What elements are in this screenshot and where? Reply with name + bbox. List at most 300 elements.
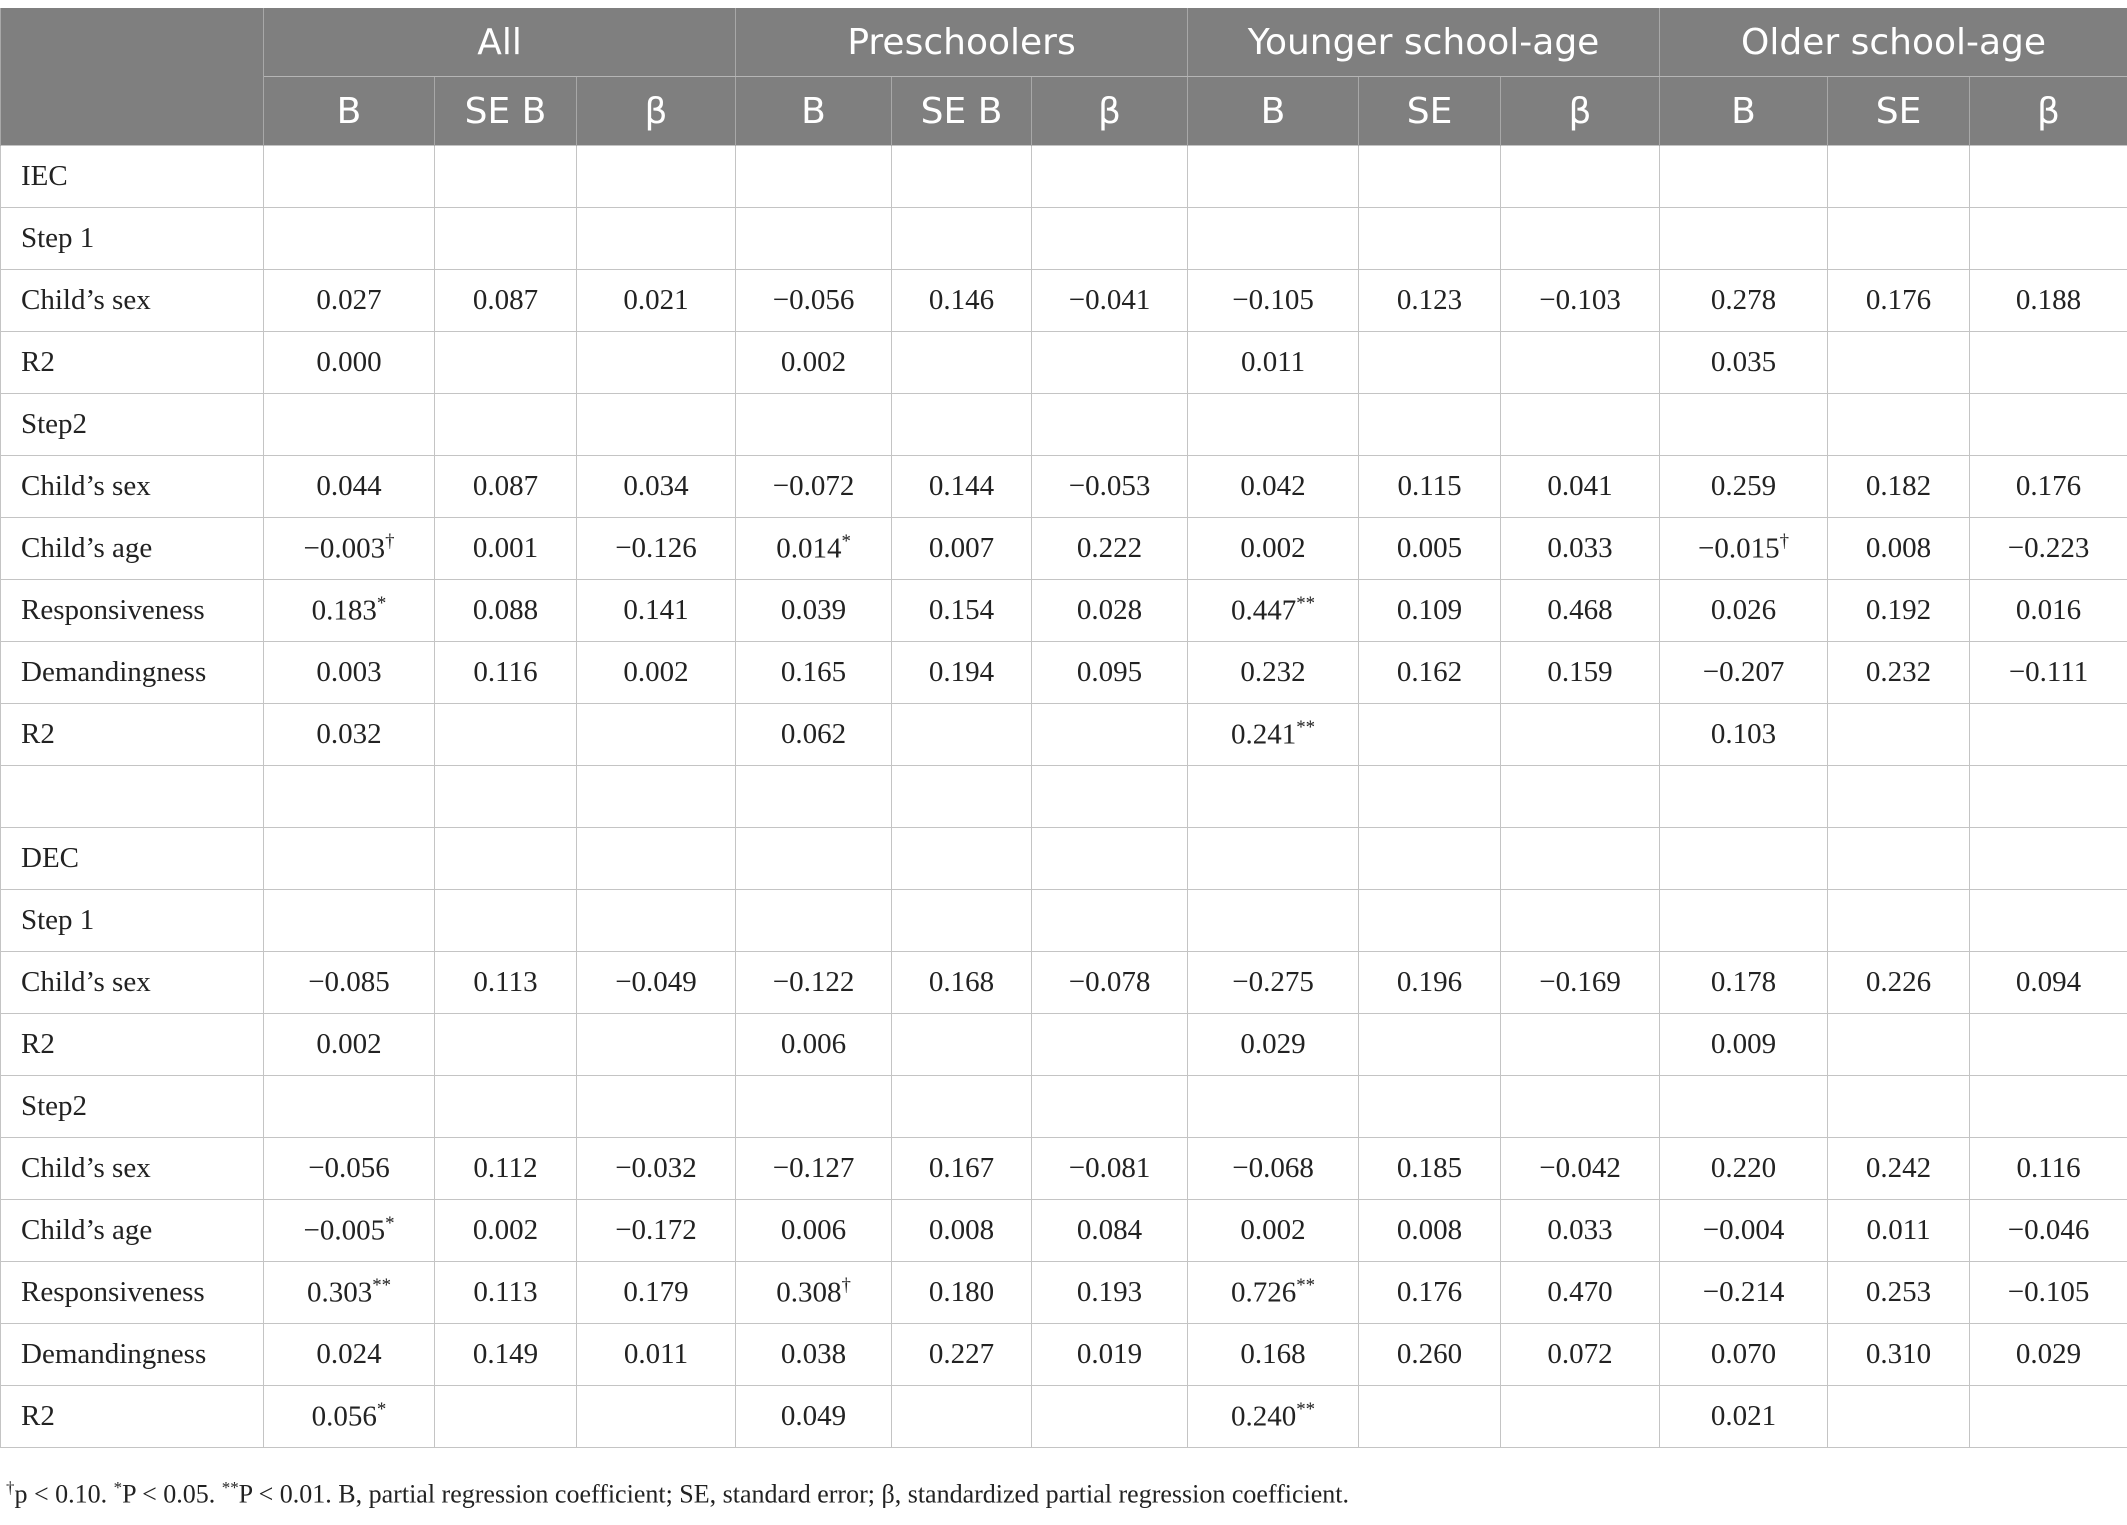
- table-cell: [1828, 1014, 1970, 1076]
- table-cell: −0.111: [1970, 642, 2127, 704]
- table-cell: 0.447**: [1188, 580, 1359, 642]
- regression-table-container: [0, 8, 2127, 1448]
- row-label: R2: [1, 704, 264, 766]
- table-cell: 0.179: [577, 1262, 736, 1324]
- table-row: [1, 208, 2127, 270]
- table-cell: 0.310: [1828, 1324, 1970, 1386]
- table-cell: [1501, 828, 1660, 890]
- table-cell: 0.232: [1828, 642, 1970, 704]
- table-cell: 0.182: [1828, 456, 1970, 518]
- table-cell: 0.032: [264, 704, 435, 766]
- table-cell: 0.123: [1359, 270, 1501, 332]
- table-cell: [577, 146, 736, 208]
- table-cell: [264, 208, 435, 270]
- table-row: [1, 394, 2127, 456]
- table-cell: 0.026: [1660, 580, 1828, 642]
- table-cell: 0.024: [264, 1324, 435, 1386]
- table-row: [1, 518, 2127, 580]
- table-cell: [1359, 146, 1501, 208]
- table-cell: 0.007: [892, 518, 1032, 580]
- group-header-younger-school-age: Younger school-age: [1188, 8, 1660, 77]
- table-cell: [435, 890, 577, 952]
- table-cell: 0.033: [1501, 518, 1660, 580]
- row-label: Demandingness: [1, 642, 264, 704]
- table-row: [1, 642, 2127, 704]
- table-cell: [1032, 890, 1188, 952]
- table-cell: [577, 704, 736, 766]
- table-cell: 0.003: [264, 642, 435, 704]
- table-cell: [264, 828, 435, 890]
- table-cell: [264, 890, 435, 952]
- table-cell: 0.021: [1660, 1386, 1828, 1448]
- table-cell: [892, 890, 1032, 952]
- table-cell: [736, 890, 892, 952]
- table-cell: 0.087: [435, 270, 577, 332]
- table-cell: 0.180: [892, 1262, 1032, 1324]
- table-cell: 0.112: [435, 1138, 577, 1200]
- table-cell: 0.178: [1660, 952, 1828, 1014]
- table-cell: [1359, 208, 1501, 270]
- row-label: Child’s age: [1, 518, 264, 580]
- table-cell: 0.062: [736, 704, 892, 766]
- table-cell: [264, 1076, 435, 1138]
- table-cell: [1359, 1014, 1501, 1076]
- table-cell: 0.009: [1660, 1014, 1828, 1076]
- table-cell: 0.056*: [264, 1386, 435, 1448]
- table-cell: [1660, 394, 1828, 456]
- table-cell: −0.126: [577, 518, 736, 580]
- table-cell: [1970, 890, 2127, 952]
- table-cell: 0.303**: [264, 1262, 435, 1324]
- table-cell: 0.144: [892, 456, 1032, 518]
- table-cell: [1501, 146, 1660, 208]
- table-row: [1, 456, 2127, 518]
- table-cell: 0.116: [435, 642, 577, 704]
- table-cell: [1501, 1386, 1660, 1448]
- table-cell: [264, 146, 435, 208]
- table-cell: [1359, 394, 1501, 456]
- table-cell: 0.185: [1359, 1138, 1501, 1200]
- table-cell: [1501, 890, 1660, 952]
- table-cell: [1660, 890, 1828, 952]
- table-cell: 0.027: [264, 270, 435, 332]
- table-cell: [1501, 704, 1660, 766]
- table-cell: 0.220: [1660, 1138, 1828, 1200]
- table-cell: 0.070: [1660, 1324, 1828, 1386]
- table-cell: [435, 704, 577, 766]
- table-cell: [1359, 1386, 1501, 1448]
- table-cell: [1359, 1076, 1501, 1138]
- table-body: [1, 146, 2127, 1448]
- table-row: [1, 146, 2127, 208]
- table-cell: [435, 332, 577, 394]
- table-cell: [1359, 890, 1501, 952]
- table-cell: −0.103: [1501, 270, 1660, 332]
- table-cell: 0.028: [1032, 580, 1188, 642]
- row-label: Step 1: [1, 208, 264, 270]
- table-cell: [264, 394, 435, 456]
- table-cell: 0.165: [736, 642, 892, 704]
- table-cell: 0.242: [1828, 1138, 1970, 1200]
- table-cell: [577, 1014, 736, 1076]
- row-label: Child’s age: [1, 1200, 264, 1262]
- corner-subheader: [1, 77, 264, 146]
- table-cell: 0.232: [1188, 642, 1359, 704]
- table-cell: 0.168: [1188, 1324, 1359, 1386]
- table-cell: −0.275: [1188, 952, 1359, 1014]
- table-cell: 0.116: [1970, 1138, 2127, 1200]
- col-header: β: [1970, 77, 2127, 146]
- col-header: B: [264, 77, 435, 146]
- row-label: Child’s sex: [1, 270, 264, 332]
- table-cell: −0.041: [1032, 270, 1188, 332]
- regression-table: [0, 8, 2127, 1448]
- table-cell: 0.087: [435, 456, 577, 518]
- table-cell: 0.192: [1828, 580, 1970, 642]
- table-cell: 0.008: [892, 1200, 1032, 1262]
- row-label: Step 1: [1, 890, 264, 952]
- table-row: [1, 952, 2127, 1014]
- table-cell: [1501, 332, 1660, 394]
- table-cell: 0.241**: [1188, 704, 1359, 766]
- table-cell: [892, 1076, 1032, 1138]
- table-cell: 0.084: [1032, 1200, 1188, 1262]
- table-cell: [577, 766, 736, 828]
- row-label: Child’s sex: [1, 952, 264, 1014]
- table-cell: 0.029: [1188, 1014, 1359, 1076]
- table-cell: −0.015†: [1660, 518, 1828, 580]
- table-cell: [1359, 766, 1501, 828]
- row-label: Child’s sex: [1, 1138, 264, 1200]
- table-cell: 0.113: [435, 1262, 577, 1324]
- table-row: [1, 270, 2127, 332]
- table-cell: [577, 394, 736, 456]
- table-cell: [736, 208, 892, 270]
- table-cell: 0.240**: [1188, 1386, 1359, 1448]
- table-cell: [435, 1076, 577, 1138]
- table-cell: 0.470: [1501, 1262, 1660, 1324]
- table-cell: 0.115: [1359, 456, 1501, 518]
- table-row: [1, 1262, 2127, 1324]
- table-cell: [892, 1386, 1032, 1448]
- row-label: R2: [1, 332, 264, 394]
- col-header: β: [1032, 77, 1188, 146]
- table-cell: [736, 828, 892, 890]
- table-cell: [1501, 208, 1660, 270]
- table-cell: 0.034: [577, 456, 736, 518]
- table-cell: 0.095: [1032, 642, 1188, 704]
- table-cell: [1188, 1076, 1359, 1138]
- table-cell: 0.154: [892, 580, 1032, 642]
- table-cell: 0.016: [1970, 580, 2127, 642]
- table-cell: −0.005*: [264, 1200, 435, 1262]
- table-cell: 0.008: [1828, 518, 1970, 580]
- table-cell: 0.176: [1828, 270, 1970, 332]
- table-cell: 0.014*: [736, 518, 892, 580]
- col-header: β: [577, 77, 736, 146]
- table-cell: 0.194: [892, 642, 1032, 704]
- table-cell: [892, 146, 1032, 208]
- table-cell: −0.003†: [264, 518, 435, 580]
- table-cell: [435, 828, 577, 890]
- table-cell: −0.081: [1032, 1138, 1188, 1200]
- table-cell: [1970, 1014, 2127, 1076]
- row-label: Demandingness: [1, 1324, 264, 1386]
- table-cell: [1359, 332, 1501, 394]
- table-cell: [1828, 332, 1970, 394]
- table-cell: [736, 1076, 892, 1138]
- table-row: [1, 1200, 2127, 1262]
- table-cell: 0.278: [1660, 270, 1828, 332]
- table-cell: [1660, 1076, 1828, 1138]
- table-cell: [1828, 828, 1970, 890]
- table-cell: 0.002: [736, 332, 892, 394]
- table-cell: [736, 394, 892, 456]
- table-cell: [1828, 766, 1970, 828]
- table-cell: 0.149: [435, 1324, 577, 1386]
- table-cell: −0.223: [1970, 518, 2127, 580]
- table-cell: 0.183*: [264, 580, 435, 642]
- table-cell: 0.021: [577, 270, 736, 332]
- table-cell: −0.032: [577, 1138, 736, 1200]
- table-row: [1, 1138, 2127, 1200]
- table-cell: 0.005: [1359, 518, 1501, 580]
- table-cell: [736, 766, 892, 828]
- table-cell: 0.049: [736, 1386, 892, 1448]
- table-cell: 0.002: [435, 1200, 577, 1262]
- table-cell: [1828, 394, 1970, 456]
- table-cell: [1032, 828, 1188, 890]
- table-cell: 0.041: [1501, 456, 1660, 518]
- row-label: IEC: [1, 146, 264, 208]
- table-cell: 0.035: [1660, 332, 1828, 394]
- table-cell: [435, 146, 577, 208]
- table-cell: [435, 208, 577, 270]
- table-cell: −0.068: [1188, 1138, 1359, 1200]
- table-cell: 0.002: [577, 642, 736, 704]
- table-cell: 0.011: [577, 1324, 736, 1386]
- table-cell: 0.308†: [736, 1262, 892, 1324]
- table-footnote: †p < 0.10. *P < 0.05. **P < 0.01. B, partial regression coefficient; SE, standard error; β, standardized partial regression coefficient.: [6, 1478, 1350, 1509]
- table-cell: [1828, 1386, 1970, 1448]
- table-cell: [892, 766, 1032, 828]
- table-row: [1, 890, 2127, 952]
- table-cell: [1188, 828, 1359, 890]
- row-label: Child’s sex: [1, 456, 264, 518]
- row-label: R2: [1, 1014, 264, 1076]
- table-cell: [1501, 394, 1660, 456]
- table-cell: [1359, 704, 1501, 766]
- table-cell: [1188, 766, 1359, 828]
- row-label: Responsiveness: [1, 580, 264, 642]
- table-cell: 0.260: [1359, 1324, 1501, 1386]
- table-cell: 0.002: [1188, 518, 1359, 580]
- table-cell: [1032, 766, 1188, 828]
- table-cell: 0.039: [736, 580, 892, 642]
- table-cell: [892, 332, 1032, 394]
- table-cell: 0.159: [1501, 642, 1660, 704]
- table-cell: [892, 208, 1032, 270]
- table-cell: [577, 208, 736, 270]
- table-cell: −0.085: [264, 952, 435, 1014]
- table-cell: 0.188: [1970, 270, 2127, 332]
- table-cell: [577, 1076, 736, 1138]
- table-cell: [1032, 394, 1188, 456]
- table-cell: 0.011: [1828, 1200, 1970, 1262]
- table-cell: [1970, 146, 2127, 208]
- table-cell: [892, 828, 1032, 890]
- row-label: DEC: [1, 828, 264, 890]
- table-cell: −0.122: [736, 952, 892, 1014]
- row-label: Responsiveness: [1, 1262, 264, 1324]
- table-cell: 0.176: [1970, 456, 2127, 518]
- table-cell: [1660, 208, 1828, 270]
- table-cell: [435, 1014, 577, 1076]
- table-cell: 0.259: [1660, 456, 1828, 518]
- table-cell: −0.049: [577, 952, 736, 1014]
- group-header-row: [1, 8, 2127, 77]
- table-cell: [1660, 828, 1828, 890]
- table-cell: [1970, 1386, 2127, 1448]
- table-cell: [577, 828, 736, 890]
- table-cell: [1970, 1076, 2127, 1138]
- table-cell: 0.038: [736, 1324, 892, 1386]
- table-cell: 0.002: [264, 1014, 435, 1076]
- table-cell: [1188, 890, 1359, 952]
- table-cell: [892, 1014, 1032, 1076]
- col-header: SE B: [892, 77, 1032, 146]
- col-header: SE: [1359, 77, 1501, 146]
- table-cell: [1032, 1014, 1188, 1076]
- table-cell: [1359, 828, 1501, 890]
- table-cell: [1828, 146, 1970, 208]
- row-label: Step2: [1, 1076, 264, 1138]
- col-header: SE: [1828, 77, 1970, 146]
- group-header-older-school-age: Older school-age: [1660, 8, 2127, 77]
- table-cell: [1970, 394, 2127, 456]
- col-header: β: [1501, 77, 1660, 146]
- table-cell: 0.109: [1359, 580, 1501, 642]
- table-cell: −0.207: [1660, 642, 1828, 704]
- table-cell: −0.172: [577, 1200, 736, 1262]
- col-header: SE B: [435, 77, 577, 146]
- table-cell: −0.127: [736, 1138, 892, 1200]
- table-cell: 0.141: [577, 580, 736, 642]
- table-row: [1, 1324, 2127, 1386]
- table-cell: −0.004: [1660, 1200, 1828, 1262]
- table-cell: [1828, 704, 1970, 766]
- table-cell: [1188, 146, 1359, 208]
- table-cell: −0.042: [1501, 1138, 1660, 1200]
- table-cell: 0.006: [736, 1014, 892, 1076]
- table-cell: −0.053: [1032, 456, 1188, 518]
- row-label: Step2: [1, 394, 264, 456]
- col-header: B: [1188, 77, 1359, 146]
- table-cell: [435, 1386, 577, 1448]
- table-cell: −0.169: [1501, 952, 1660, 1014]
- table-cell: [577, 332, 736, 394]
- table-cell: 0.193: [1032, 1262, 1188, 1324]
- table-cell: −0.214: [1660, 1262, 1828, 1324]
- row-label: R2: [1, 1386, 264, 1448]
- table-cell: [1828, 890, 1970, 952]
- table-cell: 0.001: [435, 518, 577, 580]
- table-cell: 0.162: [1359, 642, 1501, 704]
- table-cell: 0.029: [1970, 1324, 2127, 1386]
- table-cell: [1032, 1386, 1188, 1448]
- table-cell: [1032, 208, 1188, 270]
- col-header: B: [1660, 77, 1828, 146]
- table-cell: −0.056: [264, 1138, 435, 1200]
- table-cell: −0.056: [736, 270, 892, 332]
- table-cell: [1660, 146, 1828, 208]
- table-cell: 0.008: [1359, 1200, 1501, 1262]
- table-cell: [1188, 208, 1359, 270]
- group-header-all: All: [264, 8, 736, 77]
- table-cell: 0.226: [1828, 952, 1970, 1014]
- table-row: [1, 580, 2127, 642]
- table-cell: [892, 704, 1032, 766]
- table-cell: 0.042: [1188, 456, 1359, 518]
- table-row: [1, 1076, 2127, 1138]
- table-cell: 0.253: [1828, 1262, 1970, 1324]
- table-cell: 0.167: [892, 1138, 1032, 1200]
- table-cell: [1032, 332, 1188, 394]
- table-row: [1, 1014, 2127, 1076]
- table-row: [1, 1386, 2127, 1448]
- table-cell: [736, 146, 892, 208]
- table-cell: −0.105: [1970, 1262, 2127, 1324]
- table-cell: [1032, 1076, 1188, 1138]
- table-cell: [1501, 766, 1660, 828]
- table-cell: −0.046: [1970, 1200, 2127, 1262]
- table-row: [1, 828, 2127, 890]
- table-cell: 0.044: [264, 456, 435, 518]
- table-cell: 0.002: [1188, 1200, 1359, 1262]
- row-label: [1, 766, 264, 828]
- table-cell: 0.196: [1359, 952, 1501, 1014]
- table-cell: [1828, 1076, 1970, 1138]
- table-cell: [892, 394, 1032, 456]
- table-cell: 0.222: [1032, 518, 1188, 580]
- table-cell: [1970, 828, 2127, 890]
- table-cell: [1032, 704, 1188, 766]
- table-cell: [264, 766, 435, 828]
- table-cell: 0.176: [1359, 1262, 1501, 1324]
- table-cell: 0.006: [736, 1200, 892, 1262]
- table-cell: [435, 766, 577, 828]
- table-cell: 0.019: [1032, 1324, 1188, 1386]
- table-cell: −0.072: [736, 456, 892, 518]
- table-cell: 0.072: [1501, 1324, 1660, 1386]
- group-header-preschoolers: Preschoolers: [736, 8, 1188, 77]
- table-cell: 0.033: [1501, 1200, 1660, 1262]
- table-cell: 0.146: [892, 270, 1032, 332]
- table-cell: −0.078: [1032, 952, 1188, 1014]
- table-cell: 0.468: [1501, 580, 1660, 642]
- table-cell: [1501, 1076, 1660, 1138]
- table-cell: [577, 1386, 736, 1448]
- table-cell: 0.094: [1970, 952, 2127, 1014]
- table-cell: 0.227: [892, 1324, 1032, 1386]
- table-cell: 0.113: [435, 952, 577, 1014]
- table-cell: 0.726**: [1188, 1262, 1359, 1324]
- subheader-row: [1, 77, 2127, 146]
- table-cell: 0.000: [264, 332, 435, 394]
- table-cell: [1970, 208, 2127, 270]
- table-cell: [1032, 146, 1188, 208]
- table-row: [1, 766, 2127, 828]
